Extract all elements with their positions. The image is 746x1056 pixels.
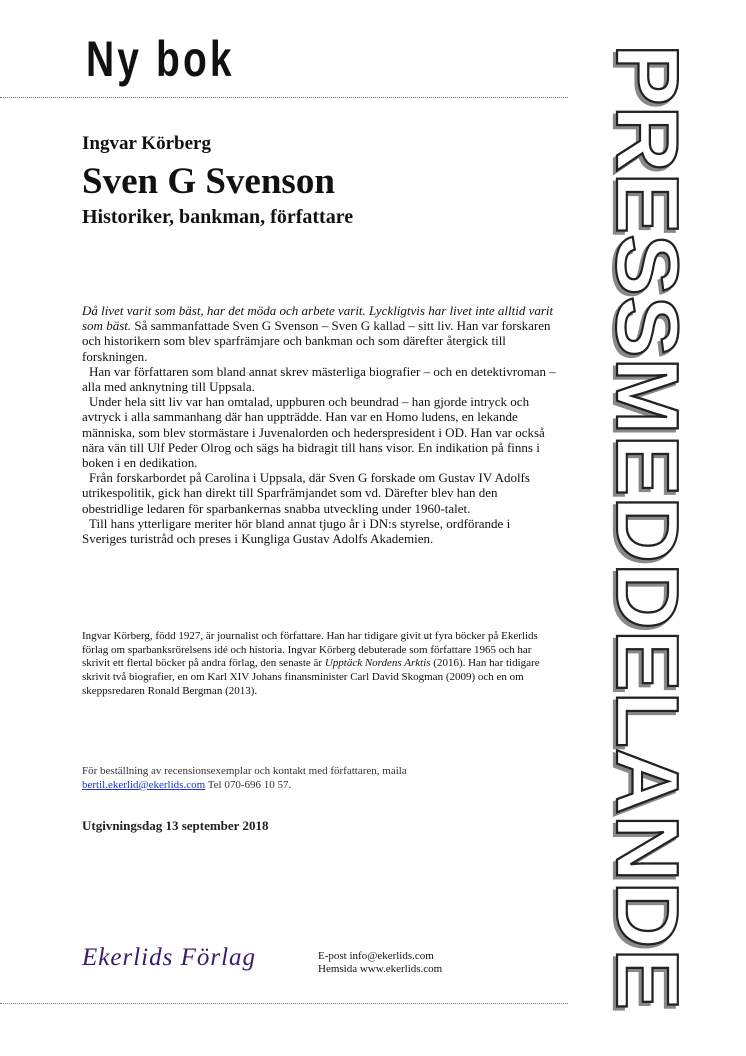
book-title: Sven G Svenson [82, 161, 335, 202]
email-link[interactable]: bertil.ekerlid@ekerlids.com [82, 778, 206, 791]
press-body [82, 303, 557, 546]
header-title: Ny bok [86, 31, 235, 87]
pressmeddelande-vertical-text [587, 40, 705, 1020]
author-name: Ingvar Körberg [82, 133, 211, 154]
bio-text-1: Ingvar Körberg, född 1927, är journalist och författare. Han har tidigare givit ut fyra böcker på Ekerlids förlag om sparbanksrörelsens idé och historia. Ingvar Körberg debuterade som författare 1965 och har skrivit ett flertal böcker på andra förlag, den senaste är [82, 630, 538, 670]
body-paragraph-5: Till hans ytterligare meriter hör bland annat tjugo år i DN:s styrelse, ordförande i Sveriges turistråd och preses i Kungliga Gustav Adolfs Akademien. [82, 515, 511, 547]
order-phone: Tel 070-696 10 57. [205, 778, 292, 791]
body-paragraph-4: Från forskarbordet på Carolina i Uppsala, där Sven G forskade om Gustav IV Adolfs utrikespolitik, gick han direkt till Sparfrämjandet som vd. Därefter blev han den obestridlige ledaren för sparbankernas snabba utveckling under 1960-talet. [82, 470, 530, 516]
author-bio [82, 630, 557, 699]
vertical-title-text: PRESSMEDDELANDE [598, 44, 697, 964]
bottom-divider [0, 1003, 568, 1004]
bio-book-title: Upptäck Nordens Arktis [324, 657, 431, 670]
top-divider [0, 97, 568, 98]
publisher-logo: Ekerlids Förlag [82, 944, 257, 971]
body-paragraph-2: Han var författaren som bland annat skrev mästerliga biografier – och en detektivroman – alla med anknytning till Uppsala. [82, 363, 556, 395]
contact-info [318, 950, 442, 975]
body-p1-rest: Så sammanfattade Sven G Svenson – Sven G kallad – sitt liv. Han var forskaren och historikern som blev sparfrämjare och bankman och som därefter återgick till forskningen. [82, 318, 551, 364]
contact-email: E-post info@ekerlids.com [318, 950, 434, 962]
bio-text-2: (2016). Han har tidigare skrivit två biografier, en om Karl XIV Johans finansminister Carl David Skogman (2009) och en om skeppsredaren Ronald Bergman (2013). [82, 657, 540, 697]
order-info [82, 765, 557, 792]
body-paragraph-3: Under hela sitt liv var han omtalad, uppburen och beundrad – han gjorde intryck och avtryck i alla sammanhang där han uppträdde. Han var en Homo ludens, en lekande människa, som blev stormästare i Juvenalorden och hederspresident i OD. Han var också nära vän till Ulf Peder Olrog och sägs ha bidragit till hans visor. En indikation på finns i boken i en dedikation. [82, 394, 545, 471]
book-subtitle: Historiker, bankman, författare [82, 206, 354, 228]
release-date: Utgivningsdag 13 september 2018 [82, 818, 269, 833]
order-text: För beställning av recensionsexemplar och kontakt med författaren, maila [82, 765, 407, 777]
body-paragraph-1 [82, 303, 557, 364]
opening-quote: Då livet varit som bäst, har det möda och arbete varit. Lyckligtvis har livet inte alltid varit som bäst. [82, 303, 554, 334]
contact-website: Hemsida www.ekerlids.com [318, 962, 443, 975]
